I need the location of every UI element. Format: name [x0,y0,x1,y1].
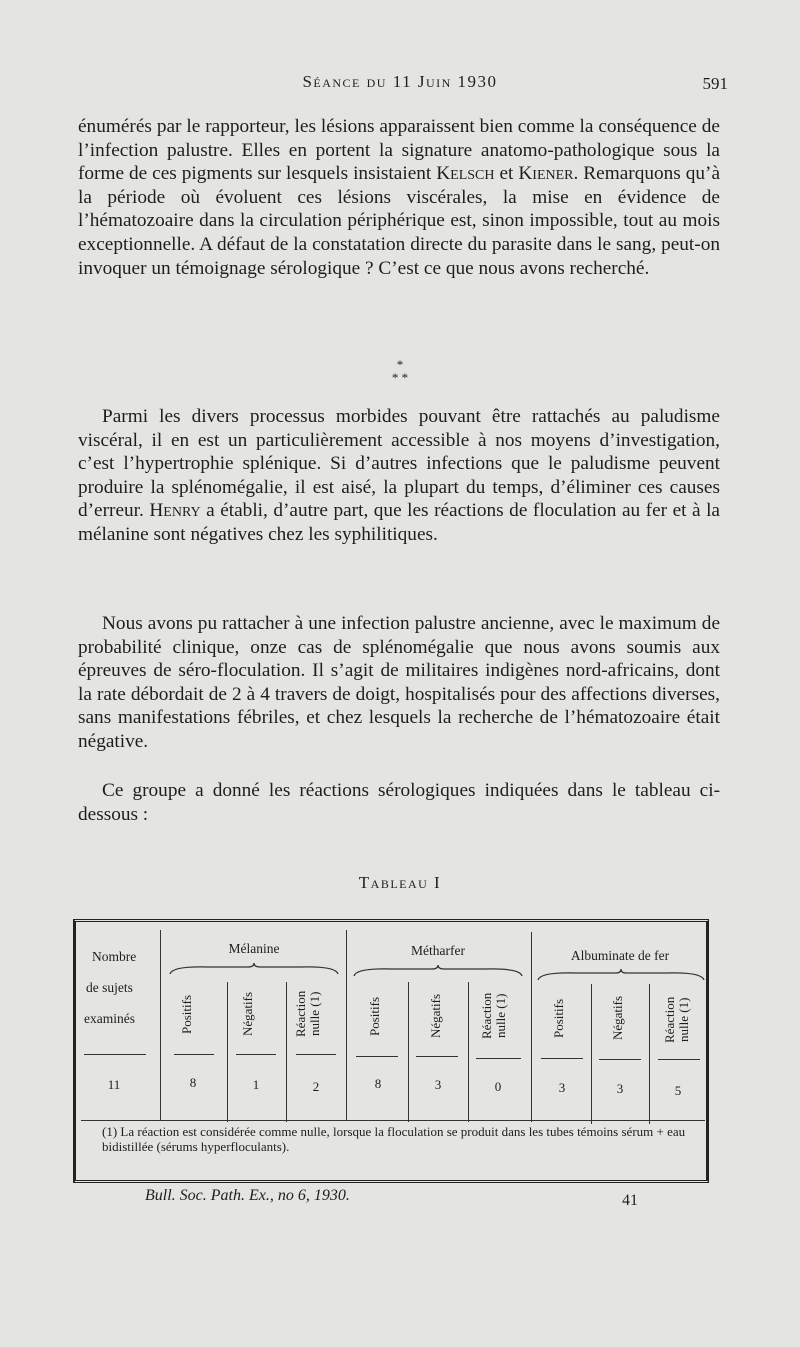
cell-albuminate-nulle: 5 [674,1083,682,1098]
paragraph-3 [78,612,720,754]
table-hline [236,1054,276,1055]
p1-text-a: énumérés par le rapporteur, les lésions apparaissent bien comme la conséquence de l’infection palustre. Elles en portent la signature anatomo-pathologique sous la forme de ces pigments sur lesquels insistaient [78,116,720,185]
author-kelsch: Kelsch [436,163,495,185]
subhead-metharfer-nulle [480,980,508,1052]
brace-melanine [168,962,340,976]
cell-metharfer-negatifs: 3 [434,1077,442,1092]
paragraph-4 [78,779,720,826]
subhead-albuminate-nulle [663,984,691,1056]
col0-label-line2: de sujets [86,980,133,995]
table-vline [346,930,347,1120]
subhead-melanine-nulle [294,978,322,1050]
table-vline [531,932,532,1122]
cell-melanine-nulle: 2 [312,1079,320,1094]
asterism-bottom: * * [391,370,409,385]
p3-text: Nous avons pu rattacher à une infection palustre ancienne, avec le maximum de probabilité clinique, onze cas de splénomégalie que nous avons soumis aux épreuves de séro-floculation. Il s’agit de militaires indigènes nord-africains, dont la rate débordait de 2 à 4 travers de doigt, hospitalisés pour des affections diverses, sans manifestations fébriles, et chez lesquels la recherche de l’hématozoaire était négative. [78,613,720,752]
group-header-metharfer: Métharfer [411,943,465,958]
cell-metharfer-nulle: 0 [494,1079,502,1094]
table-hline [356,1056,398,1057]
p1-text-b: . Remarquons qu’à la période où évoluent ces lésions viscérales, la mise en évidence de l’hématozoaire dans la circulation périphérique est, sinon impossible, tout au mois exceptionnelle. A défaut de la constatation directe du parasite dans le sang, peut-on invoquer un témoignage sérologique ? C’est ce que nous avons recherché. [78,163,721,279]
table-hline [174,1054,214,1055]
subhead-nulle-line1: Réaction [293,990,308,1038]
table-vline [286,982,287,1122]
col0-label-line1: Nombre [92,949,137,964]
signature-mark: 41 [622,1192,638,1209]
subhead-metharfer-negatifs: Négatifs [428,993,443,1039]
running-head [0,66,800,96]
table-hline [476,1058,521,1059]
table-footnote: (1) La réaction est considérée comme nulle, lorsque la floculation se produit dans les tubes témoins sérum + eau bidistillée (sérums hyperfloculants). [102,1124,686,1154]
table-vline [160,930,161,1120]
subhead-melanine-positifs: Positifs [179,994,194,1034]
cell-melanine-positifs: 8 [189,1075,197,1090]
cell-albuminate-positifs: 3 [558,1080,566,1095]
author-kiener: Kiener [518,163,574,185]
p2-text-b: a établi, d’autre part, que les réactions de floculation au fer et à la mélanine sont négatives chez les syphilitiques. [78,500,720,545]
cell-metharfer-positifs: 8 [374,1076,382,1091]
subhead-albuminate-negatifs: Négatifs [610,995,625,1041]
p1-and: et [494,163,519,185]
col0-label-line3: examinés [84,1011,135,1026]
running-title: Séance du 11 Juin 1930 [302,72,498,91]
table-hline [296,1054,336,1055]
table-footnote-rule [81,1120,705,1121]
table-title: Tableau I [358,873,442,892]
subhead-nulle-line2: nulle (1) [493,993,508,1039]
subhead-nulle-line1: Réaction [662,996,677,1044]
table-vline [227,982,228,1122]
cell-subjects: 11 [107,1077,121,1092]
paragraph-1 [78,115,720,280]
table-vline [649,984,650,1124]
subhead-metharfer-positifs: Positifs [367,996,382,1036]
cell-albuminate-negatifs: 3 [616,1081,624,1096]
journal-reference: Bull. Soc. Path. Ex., no 6, 1930. [145,1187,350,1204]
author-henry: Henry [149,500,201,522]
paragraph-2 [78,405,720,547]
table-vline [591,984,592,1124]
subhead-albuminate-positifs: Positifs [551,998,566,1038]
brace-albuminate [536,968,706,982]
subhead-nulle-line2: nulle (1) [676,997,691,1043]
subhead-nulle-line1: Réaction [479,992,494,1040]
p2-text-a: Parmi les divers processus morbides pouvant être rattachés au paludisme viscéral, il en est un particulièrement accessible à nos moyens d’investigation, c’est l’hypertrophie splénique. Si d’autres infections que le paludisme peuvent produire la splénomégalie, il est aisé, la plupart du temps, d’éliminer ces causes d’erreur. [78,406,720,522]
brace-metharfer [352,964,524,978]
asterism-top: * [396,357,404,372]
page-number: 591 [702,74,728,93]
table-hline [416,1056,458,1057]
asterism [380,358,420,384]
subhead-nulle-line2: nulle (1) [307,991,322,1037]
table-vline [468,982,469,1122]
cell-melanine-negatifs: 1 [252,1077,260,1092]
table-hline [84,1054,146,1055]
subhead-melanine-negatifs: Négatifs [240,991,255,1037]
group-header-albuminate: Albuminate de fer [570,948,670,963]
p4-text: Ce groupe a donné les réactions sérologiques indiquées dans le tableau ci-dessous : [78,780,720,825]
group-header-melanine: Mélanine [228,941,280,956]
table-hline [658,1059,700,1060]
table-vline [408,982,409,1122]
table-hline [599,1059,641,1060]
table-hline [541,1058,583,1059]
